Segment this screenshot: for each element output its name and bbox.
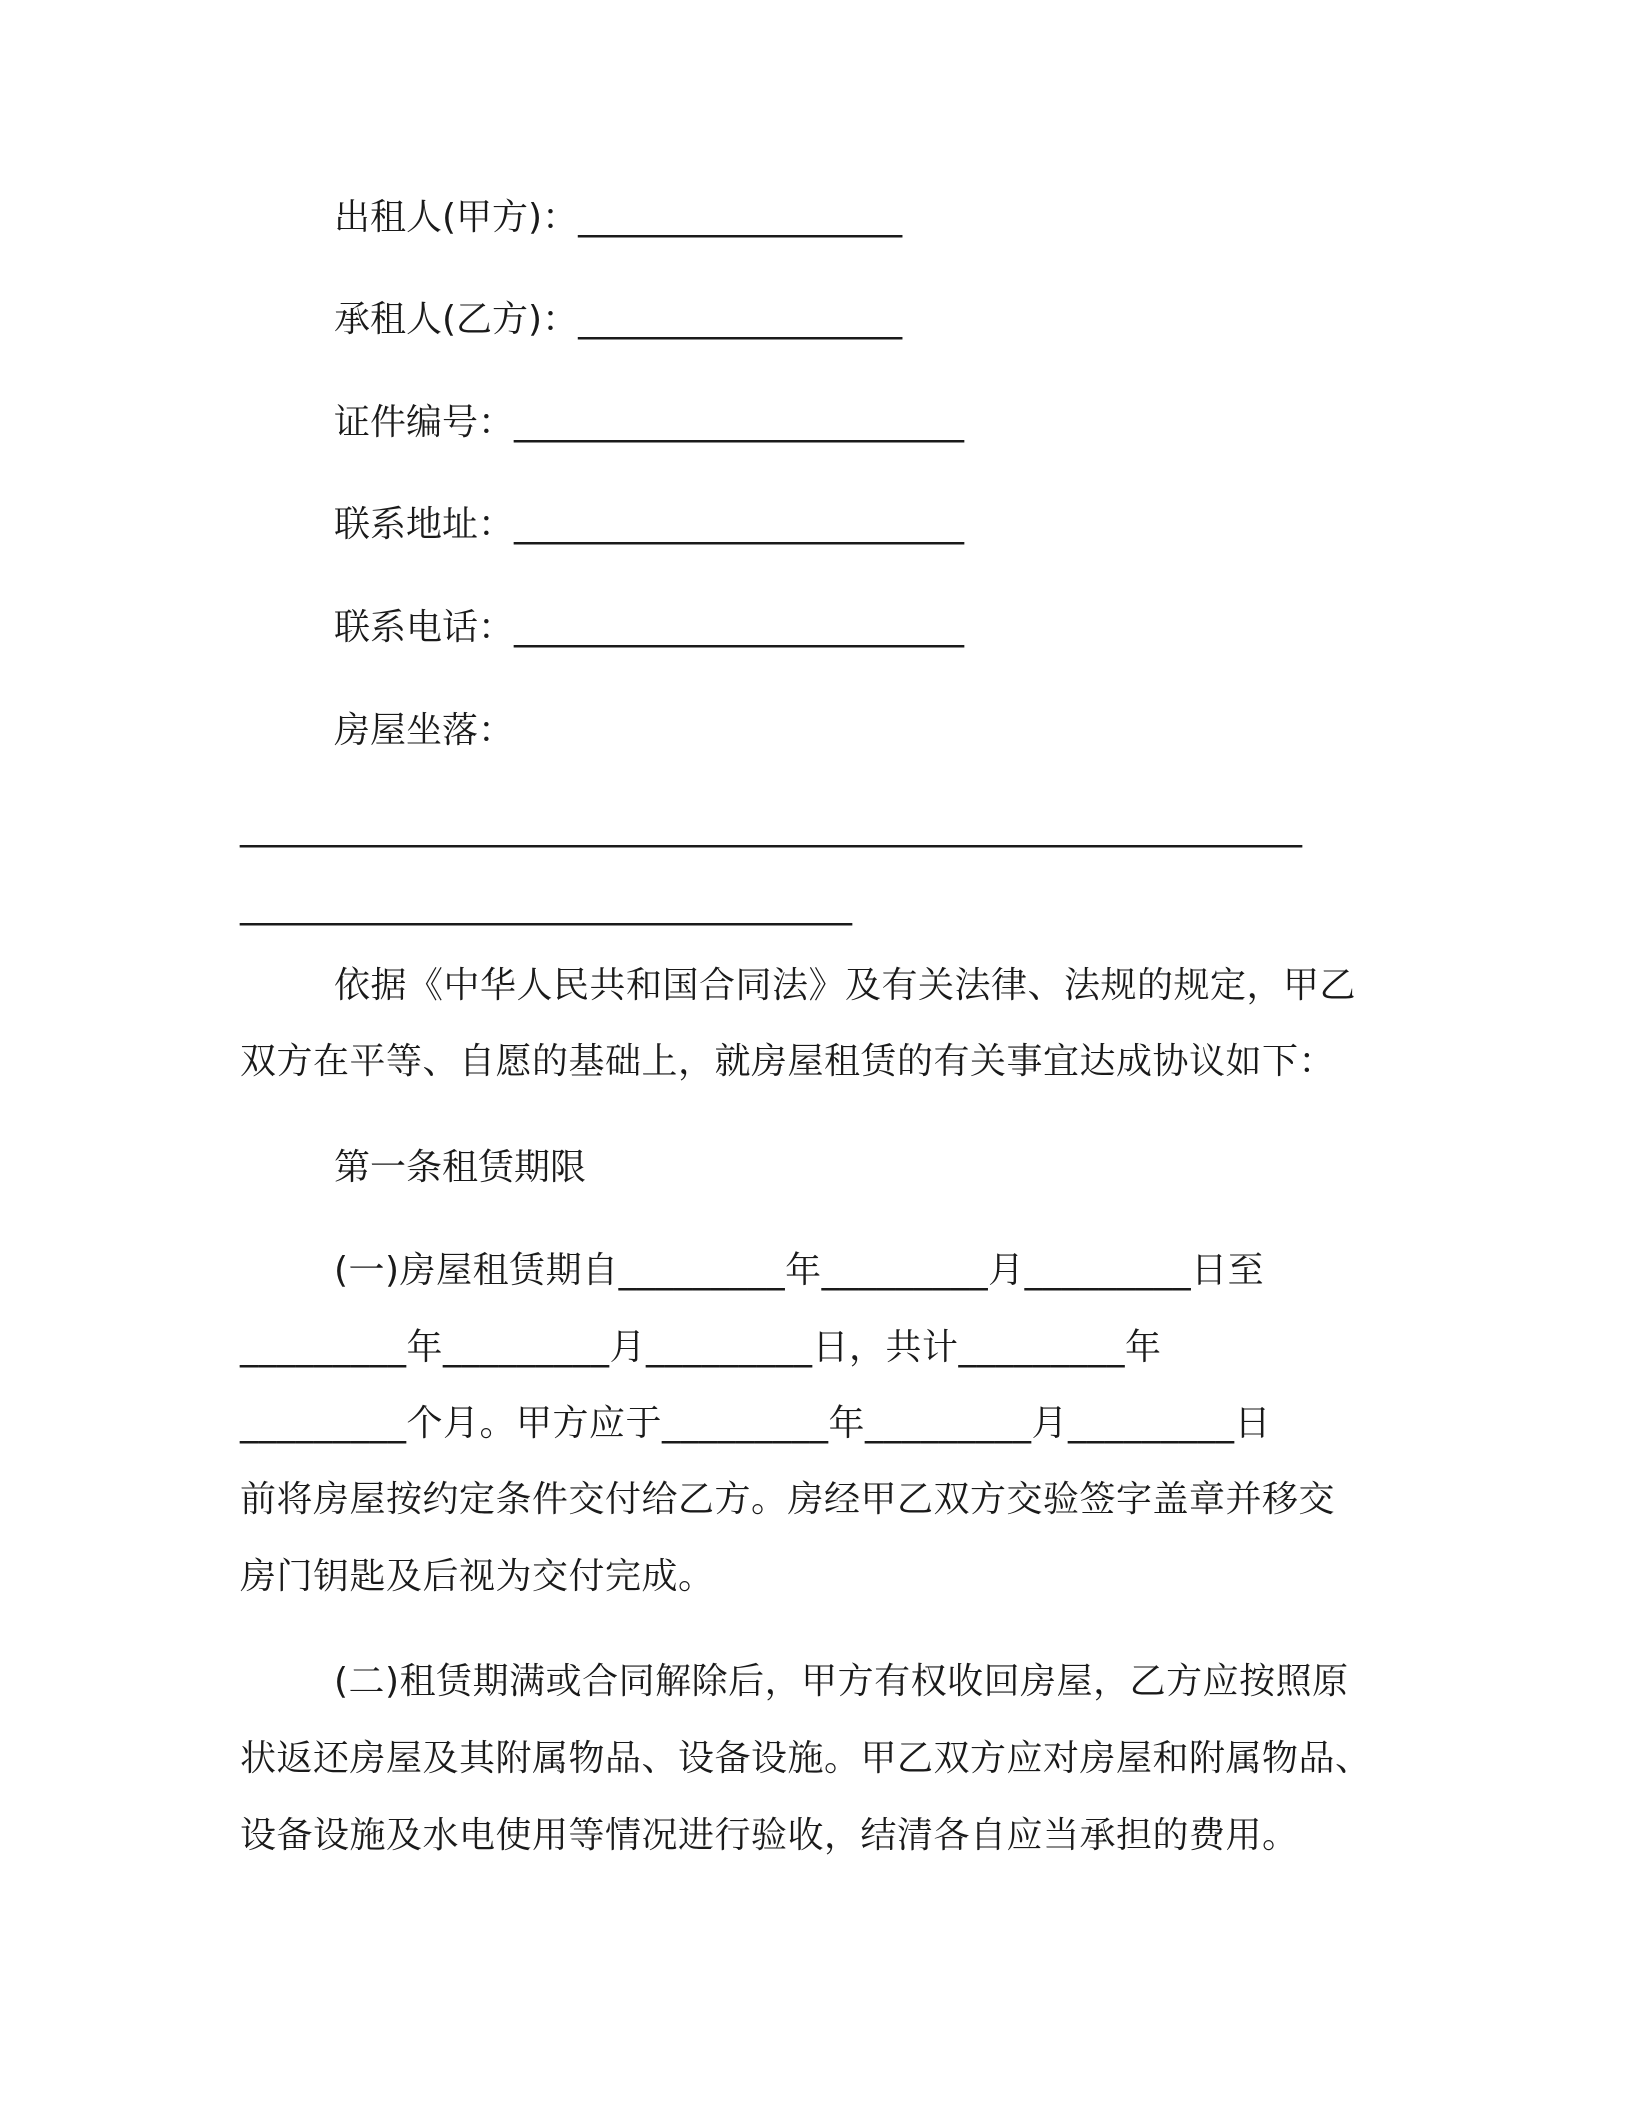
intro-line: 双方在平等、自愿的基础上，就房屋租赁的有关事宜达成协议如下： [240, 1041, 1336, 1082]
article-1-title: 第一条租赁期限 [334, 1147, 587, 1188]
lessee-line: 承租人(乙方)：__________________ [334, 299, 903, 340]
lessor-line: 出租人(甲方)：__________________ [334, 197, 903, 238]
clause-2-line: (二)租赁期满或合同解除后，甲方有权收回房屋，乙方应按照原 [334, 1661, 1349, 1702]
clause-1-line: _________个月。甲方应于_________年_________月_________日 [240, 1403, 1272, 1444]
property-location-label: 房屋坐落： [334, 710, 515, 751]
location-blank-line: __________________________________ [240, 885, 852, 926]
clause-2-line: 状返还房屋及其附属物品、设备设施。甲乙双方应对房屋和附属物品、 [240, 1738, 1372, 1779]
location-blank-line: ___________________________________________________________ [240, 807, 1302, 848]
id-number-line: 证件编号：_________________________ [334, 402, 965, 443]
address-line: 联系地址：_________________________ [334, 504, 965, 545]
clause-2-line: 设备设施及水电使用等情况进行验收，结清各自应当承担的费用。 [240, 1815, 1299, 1856]
phone-line: 联系电话：_________________________ [334, 607, 965, 648]
intro-line: 依据《中华人民共和国合同法》及有关法律、法规的规定，甲乙 [334, 965, 1357, 1006]
clause-1-line: _________年_________月_________日，共计_________年 [240, 1327, 1162, 1368]
clause-1-line: (一)房屋租赁期自_________年_________月_________日至 [334, 1250, 1265, 1291]
clause-1-line: 房门钥匙及后视为交付完成。 [240, 1556, 715, 1597]
clause-1-line: 前将房屋按约定条件交付给乙方。房经甲乙双方交验签字盖章并移交 [240, 1479, 1336, 1520]
